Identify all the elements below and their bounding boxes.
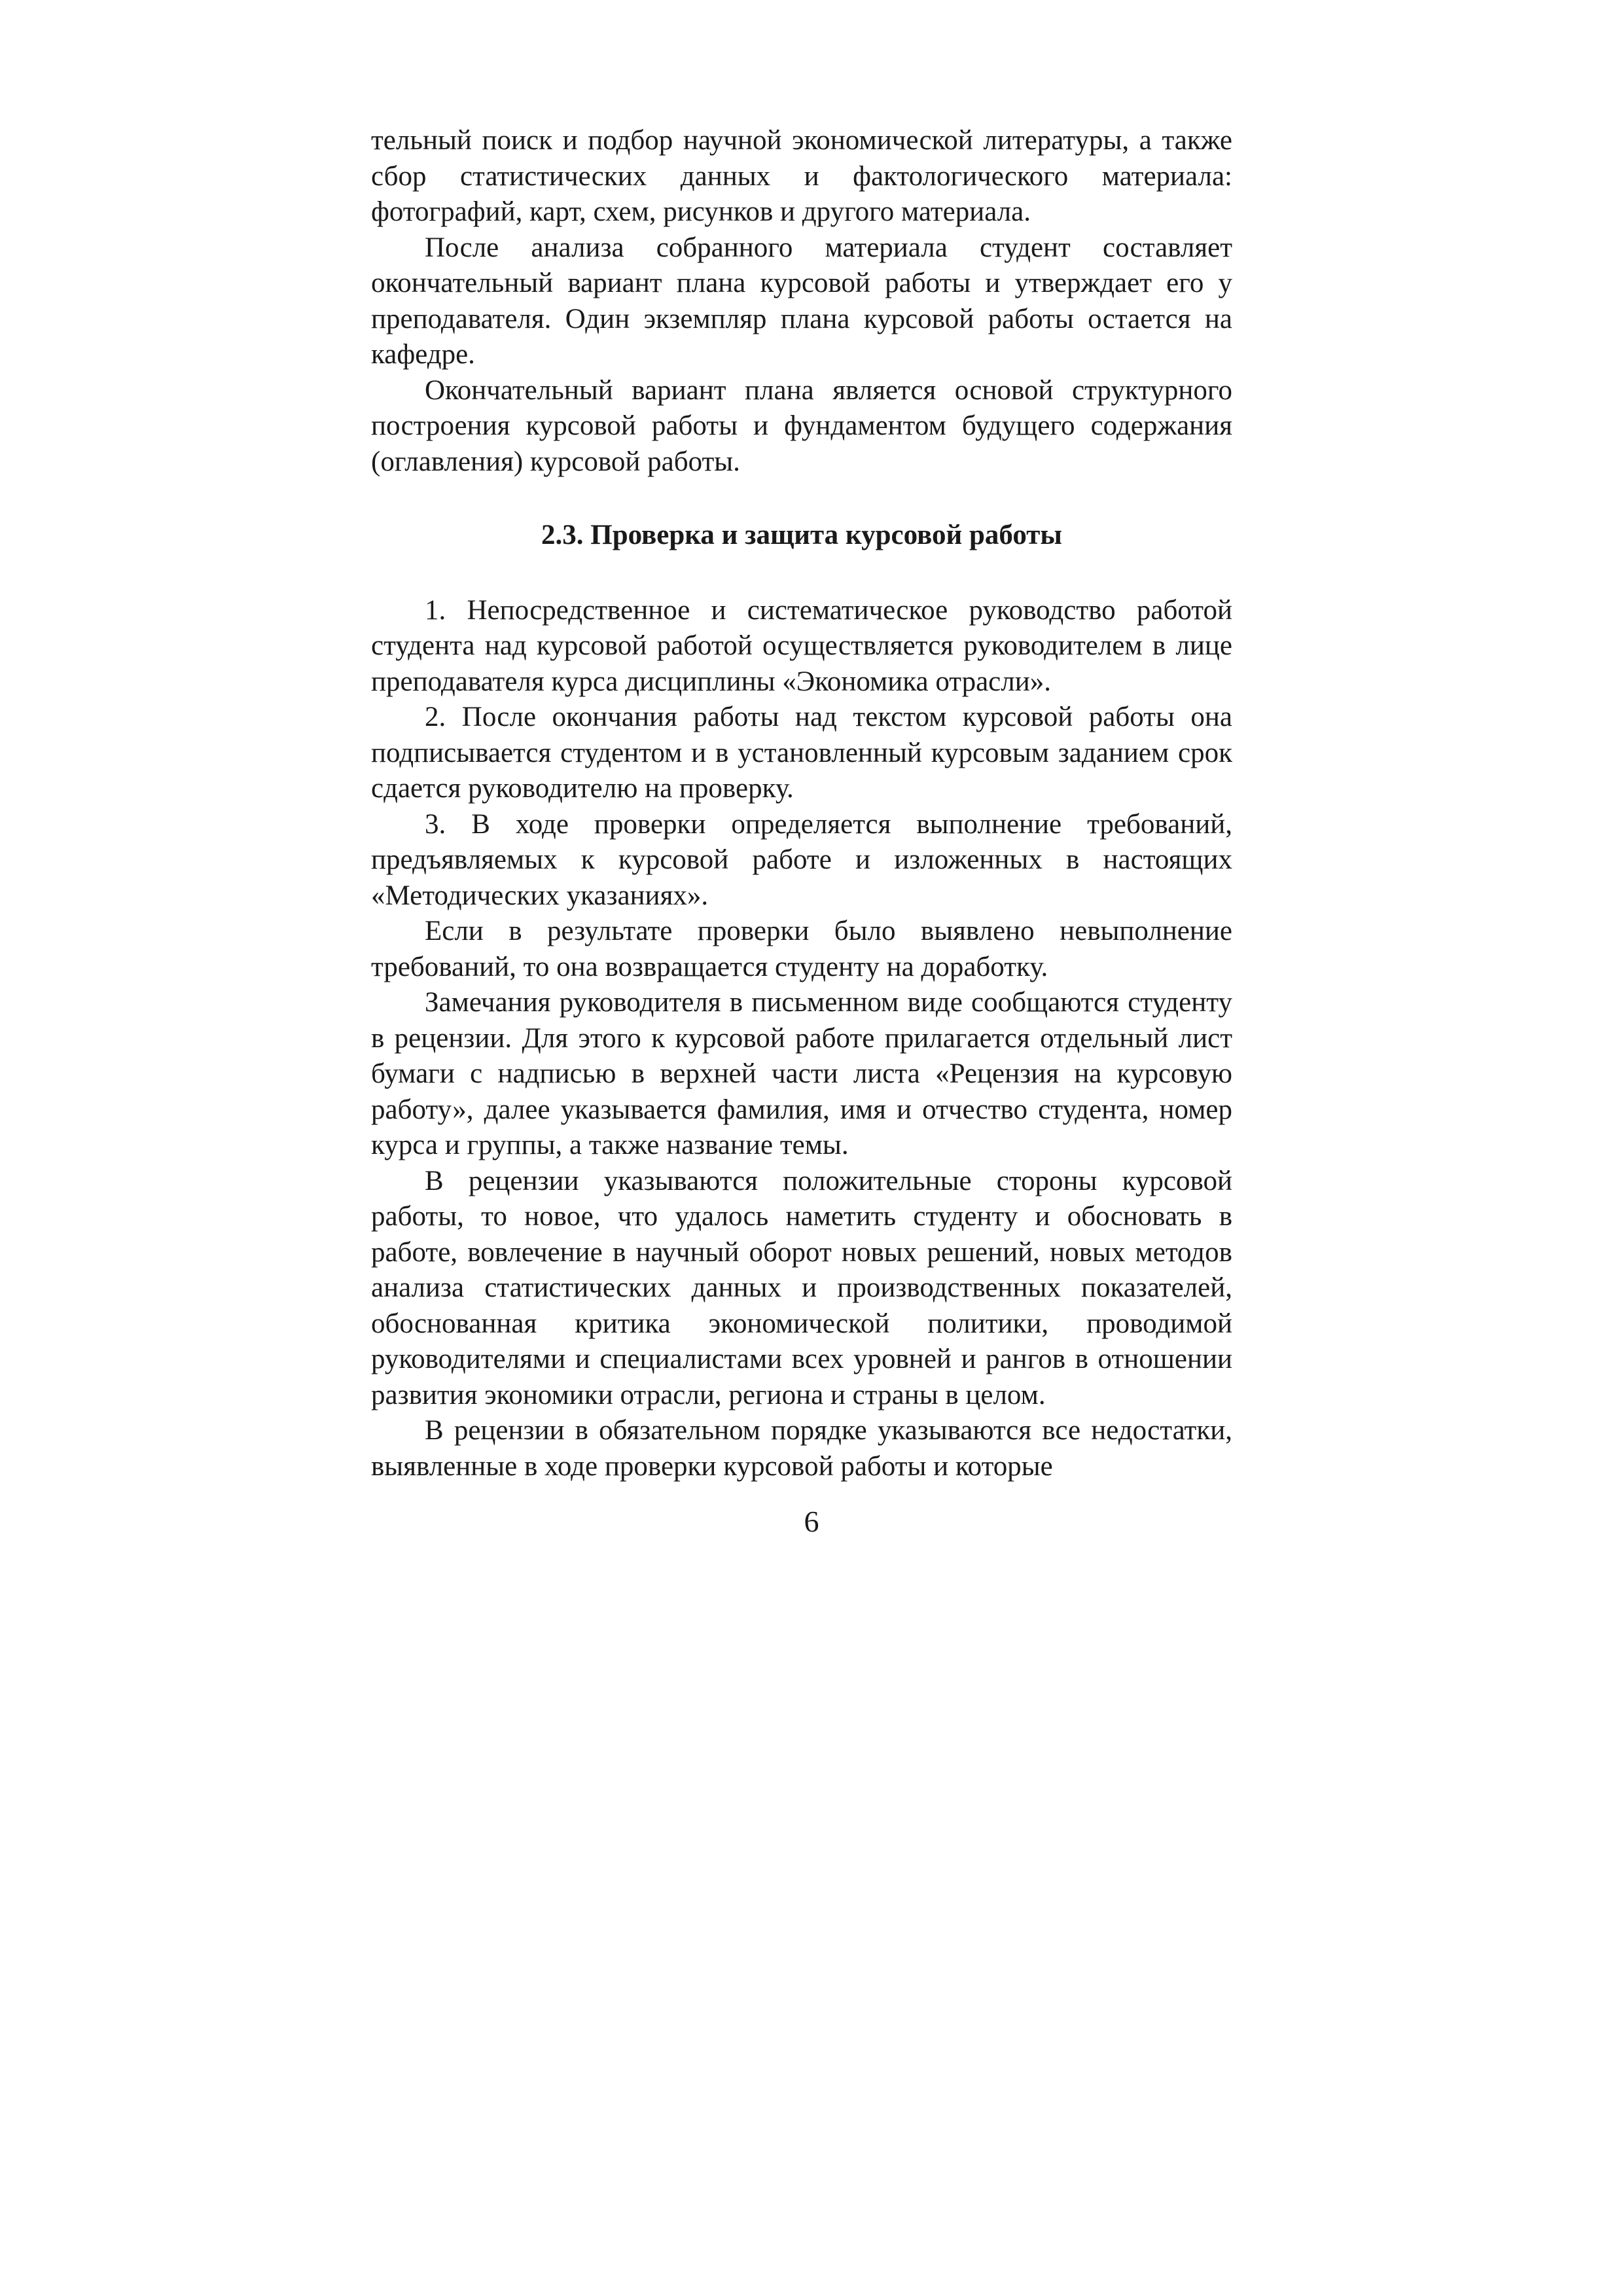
paragraph: Если в результате проверки было выявлено невыполнение требований, то она возвращается студенту на доработку. [371, 916, 1232, 982]
section-heading: 2.3. Проверка и защита курсовой работы [541, 520, 1062, 550]
paragraph: После анализа собранного материала студент составляет окончательный вариант плана курсовой работы и утверждает его у преподавателя. Один экземпляр плана курсовой работы остается на кафедре. [371, 232, 1232, 370]
paragraph: тельный поиск и подбор научной экономической литературы, а также сбор статистических данных и фактологического материала: фотографий, карт, схем, рисунков и другого материала. [371, 125, 1232, 227]
paragraph: В рецензии в обязательном порядке указываются все недостатки, выявленные в ходе проверки курсовой работы и которые [371, 1415, 1232, 1482]
paragraph: Замечания руководителя в письменном виде сообщаются студенту в рецензии. Для этого к курсовой работе прилагается отдельный лист бумаги с надписью в верхней части листа «Рецензия на курсовую работу», далее указывается фамилия, имя и отчество студента, номер курса и группы, а также название темы. [371, 987, 1232, 1160]
paragraph: 3. В ходе проверки определяется выполнение требований, предъявляемых к курсовой работе и изложенных в настоящих «Методических указаниях». [371, 808, 1232, 911]
page-number: 6 [804, 1505, 819, 1538]
paragraph: 2. После окончания работы над текстом курсовой работы она подписывается студентом и в установленный курсовым заданием срок сдается руководителю на проверку. [371, 702, 1232, 804]
paragraph: Окончательный вариант плана является основой структурного построения курсовой работы и фундаментом будущего содержания (оглавления) курсовой работы. [371, 374, 1232, 477]
paragraph: В рецензии указываются положительные стороны курсовой работы, то новое, что удалось наметить студенту и обосновать в работе, вовлечение в научный оборот новых решений, новых методов анализа статистических данных и производственных показателей, обоснованная критика экономической политики, проводимой руководителями и специалистами всех уровней и рангов в отношении развития экономики отрасли, региона и страны в целом. [371, 1165, 1232, 1410]
paragraph: 1. Непосредственное и систематическое руководство работой студента над курсовой работой осуществляется руководителем в лице преподавателя курса дисциплины «Экономика отрасли». [371, 594, 1232, 697]
body-text [371, 123, 1232, 1484]
